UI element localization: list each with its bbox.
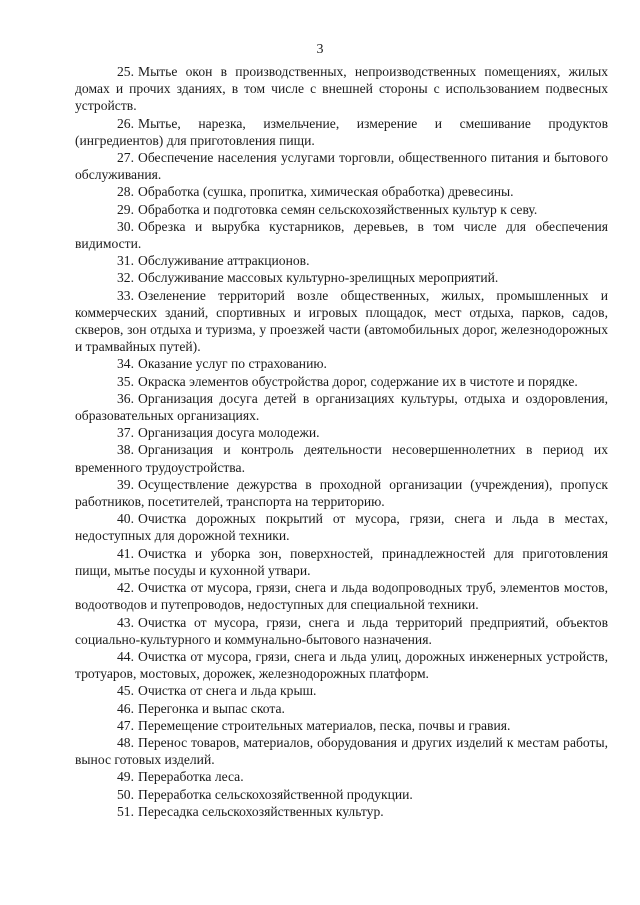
list-item-text: Организация досуга детей в организациях культуры, отдыха и оздоровления, образовательных организациях. (75, 390, 608, 424)
list-item-text: Организация досуга молодежи. (138, 425, 320, 441)
list-item (75, 287, 608, 356)
list-item (75, 682, 608, 699)
list-item-text: Очистка и уборка зон, поверхностей, принадлежностей для приготовления пищи, мытье посуды и кухонной утвари. (75, 545, 608, 578)
list-item (75, 476, 608, 510)
list-item (75, 355, 608, 372)
list-item (75, 149, 608, 183)
list-item-number: 25. (117, 64, 134, 79)
list-item (75, 545, 608, 579)
list-content (75, 63, 608, 820)
list-item-number: 26. (117, 115, 134, 131)
list-item (75, 510, 608, 544)
list-item (75, 768, 608, 785)
list-item (75, 252, 608, 269)
list-item-number: 29. (117, 201, 134, 217)
list-item-text: Очистка от мусора, грязи, снега и льда водопроводных труб, элементов мостов, водоотводов и путепроводов, недоступных для специальной техники. (75, 580, 608, 613)
list-item (75, 700, 608, 717)
list-item-number: 48. (117, 734, 134, 750)
list-item (75, 373, 608, 390)
list-item-text: Перемещение строительных материалов, песка, почвы и гравия. (138, 717, 511, 733)
list-item-text: Обеспечение населения услугами торговли, общественного питания и бытового обслуживания. (75, 150, 608, 183)
list-item-number: 37. (117, 425, 134, 441)
list-item-text: Обслуживание массовых культурно-зрелищных мероприятий. (138, 270, 499, 286)
list-item (75, 424, 608, 441)
list-item-number: 43. (117, 614, 134, 630)
list-item-text: Озеленение территорий возле общественных, жилых, промышленных и коммерческих зданий, спортивных и игровых площадок, мест отдыха, парков, садов, скверов, зон отдыха и туризма, у проезжей части (автомобильных дорог, железнодорожных и трамвайных путей). (75, 287, 608, 355)
list-item-number: 38. (117, 442, 134, 458)
list-item (75, 390, 608, 424)
list-item-text: Мытье, нарезка, измельчение, измерение и смешивание продуктов (ингредиентов) для приготовления пищи. (75, 115, 608, 148)
list-item-number: 33. (117, 287, 134, 303)
list-item (75, 441, 608, 475)
list-item-number: 39. (117, 476, 134, 492)
list-item (75, 115, 608, 149)
list-item-number: 34. (117, 356, 134, 372)
list-item-text: Очистка дорожных покрытий от мусора, грязи, снега и льда в местах, недоступных для дорожной техники. (75, 511, 608, 544)
list-item-number: 27. (117, 150, 134, 166)
list-item-text: Мытье окон в производственных, непроизводственных помещениях, жилых домах и прочих зданиях, в том числе с внешней стороны с использованием подвесных устройств. (75, 64, 608, 114)
list-item (75, 218, 608, 252)
list-item-text: Обслуживание аттракционов. (138, 253, 310, 269)
list-item-text: Очистка от мусора, грязи, снега и льда улиц, дорожных инженерных устройств, тротуаров, мостовых, дорожек, железнодорожных платформ. (75, 648, 608, 682)
list-item-number: 51. (117, 803, 134, 819)
list-item-text: Перегонка и выпас скота. (138, 700, 285, 716)
list-item (75, 63, 608, 115)
list-item-number: 40. (117, 511, 134, 527)
list-item (75, 717, 608, 734)
list-item-number: 46. (117, 700, 134, 716)
list-item (75, 269, 608, 286)
list-item (75, 614, 608, 648)
list-item (75, 786, 608, 803)
list-item-number: 32. (117, 270, 134, 286)
list-item-text: Оказание услуг по страхованию. (138, 356, 327, 372)
page-number: 3 (316, 42, 324, 57)
list-item (75, 648, 608, 682)
list-item-number: 49. (117, 769, 134, 785)
list-item (75, 803, 608, 820)
list-item-text: Перенос товаров, материалов, оборудования и других изделий к местам работы, вынос готовых изделий. (75, 734, 608, 768)
list-item-number: 30. (117, 218, 134, 234)
list-item-text: Обработка (сушка, пропитка, химическая обработка) древесины. (138, 184, 514, 200)
list-item-number: 35. (117, 373, 134, 389)
list-item-text: Обрезка и вырубка кустарников, деревьев, в том числе для обеспечения видимости. (75, 218, 608, 252)
list-item (75, 183, 608, 200)
list-item-number: 36. (117, 390, 134, 406)
list-item-text: Переработка сельскохозяйственной продукции. (138, 786, 413, 802)
list-item-text: Пересадка сельскохозяйственных культур. (138, 803, 384, 819)
list-item (75, 734, 608, 768)
list-item-text: Организация и контроль деятельности несовершеннолетних в период их временного трудоустройства. (75, 442, 608, 475)
list-item-text: Очистка от снега и льда крыш. (138, 683, 317, 699)
list-item-number: 44. (117, 648, 134, 664)
list-item-number: 31. (117, 253, 134, 269)
list-item-number: 41. (117, 545, 134, 561)
list-item-number: 47. (117, 717, 134, 733)
list-item-number: 42. (117, 580, 134, 596)
list-item-text: Очистка от мусора, грязи, снега и льда территорий предприятий, объектов социально-культурного и коммунально-бытового назначения. (75, 614, 608, 647)
list-item-number: 28. (117, 184, 134, 200)
list-item-text: Обработка и подготовка семян сельскохозяйственных культур к севу. (138, 201, 538, 217)
list-item-text: Осуществление дежурства в проходной организации (учреждения), пропуск работников, посетителей, транспорта на территорию. (75, 476, 608, 510)
list-item-number: 45. (117, 683, 134, 699)
list-item-text: Окраска элементов обустройства дорог, содержание их в чистоте и порядке. (138, 373, 578, 389)
list-item (75, 579, 608, 613)
list-item (75, 201, 608, 218)
list-item-number: 50. (117, 786, 134, 802)
list-item-text: Переработка леса. (138, 769, 244, 785)
